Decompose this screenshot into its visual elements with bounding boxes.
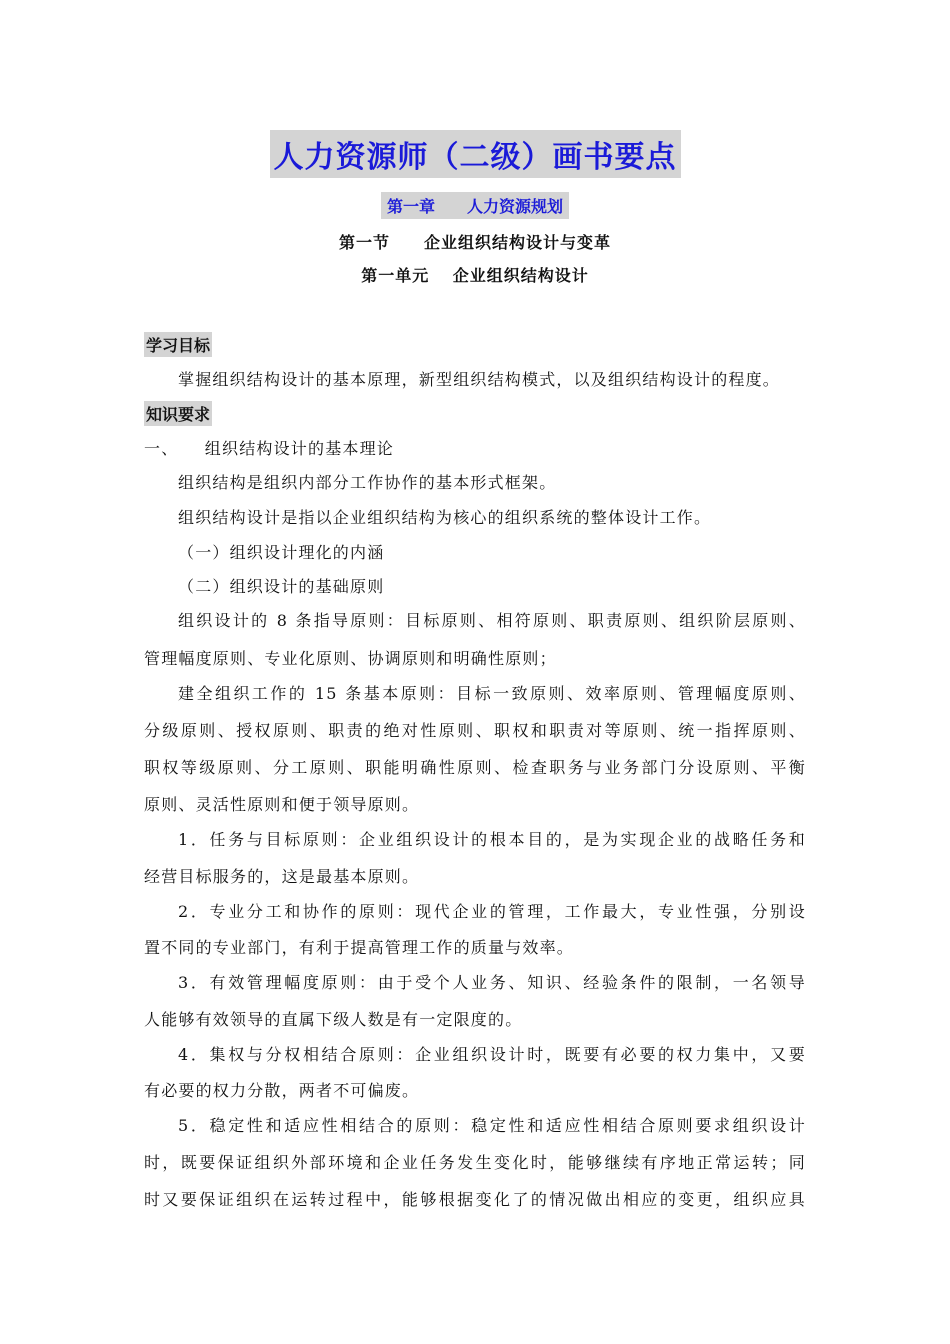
learning-goal-heading: 学习目标: [144, 332, 212, 357]
section-heading: 第一节 企业组织结构设计与变革: [338, 233, 611, 252]
chapter-heading: 第一章 人力资源规划: [381, 192, 569, 219]
paragraph-line: 组织设计的 8 条指导原则：目标原则、相符原则、职责原则、组织阶层原则、: [178, 611, 806, 630]
paragraph-line: 管理幅度原则、专业化原则、协调原则和明确性原则；: [144, 649, 557, 668]
paragraph-line: 2．专业分工和协作的原则：现代企业的管理，工作最大，专业性强，分别设: [178, 902, 806, 921]
chapter-heading-row: [0, 192, 950, 219]
document-title: 人力资源师（二级）画书要点: [270, 130, 681, 178]
paragraph-line: 有必要的权力分散，两者不可偏废。: [144, 1081, 420, 1100]
paragraph-line: 人能够有效领导的直属下级人数是有一定限度的。: [144, 1010, 523, 1029]
document-title-row: [0, 130, 950, 178]
paragraph-line: 经营目标服务的，这是最基本原则。: [144, 867, 420, 886]
paragraph-line: 建全组织工作的 15 条基本原则：目标一致原则、效率原则、管理幅度原则、: [178, 684, 806, 703]
paragraph-line: 一、 组织结构设计的基本理论: [144, 439, 395, 458]
paragraph-line: 职权等级原则、分工原则、职能明确性原则、检查职务与业务部门分设原则、平衡: [144, 758, 806, 777]
knowledge-heading: 知识要求: [144, 401, 212, 426]
paragraph-line: 组织结构是组织内部分工作协作的基本形式框架。: [178, 473, 557, 492]
paragraph-line: 5．稳定性和适应性相结合的原则：稳定性和适应性相结合原则要求组织设计: [178, 1116, 806, 1135]
learning-goal-text: 掌握组织结构设计的基本原理，新型组织结构模式，以及组织结构设计的程度。: [178, 370, 781, 389]
unit-heading: 第一单元 企业组织结构设计: [361, 266, 589, 285]
paragraph-line: 时，既要保证组织外部环境和企业任务发生变化时，能够继续有序地正常运转；同: [144, 1153, 806, 1172]
paragraph-line: 置不同的专业部门，有利于提高管理工作的质量与效率。: [144, 938, 575, 957]
paragraph-line: （一）组织设计理化的内涵: [178, 543, 385, 562]
paragraph-line: 3．有效管理幅度原则：由于受个人业务、知识、经验条件的限制，一名领导: [178, 973, 806, 992]
paragraph-line: 组织结构设计是指以企业组织结构为核心的组织系统的整体设计工作。: [178, 508, 712, 527]
paragraph-line: 1．任务与目标原则：企业组织设计的根本目的，是为实现企业的战略任务和: [178, 830, 806, 849]
paragraph-line: 分级原则、授权原则、职责的绝对性原则、职权和职责对等原则、统一指挥原则、: [144, 721, 806, 740]
paragraph-line: 4．集权与分权相结合原则：企业组织设计时，既要有必要的权力集中，又要: [178, 1045, 806, 1064]
paragraph-line: （二）组织设计的基础原则: [178, 577, 385, 596]
paragraph-line: 原则、灵活性原则和便于领导原则。: [144, 795, 420, 814]
paragraph-line: 时又要保证组织在运转过程中，能够根据变化了的情况做出相应的变更，组织应具: [144, 1190, 806, 1209]
